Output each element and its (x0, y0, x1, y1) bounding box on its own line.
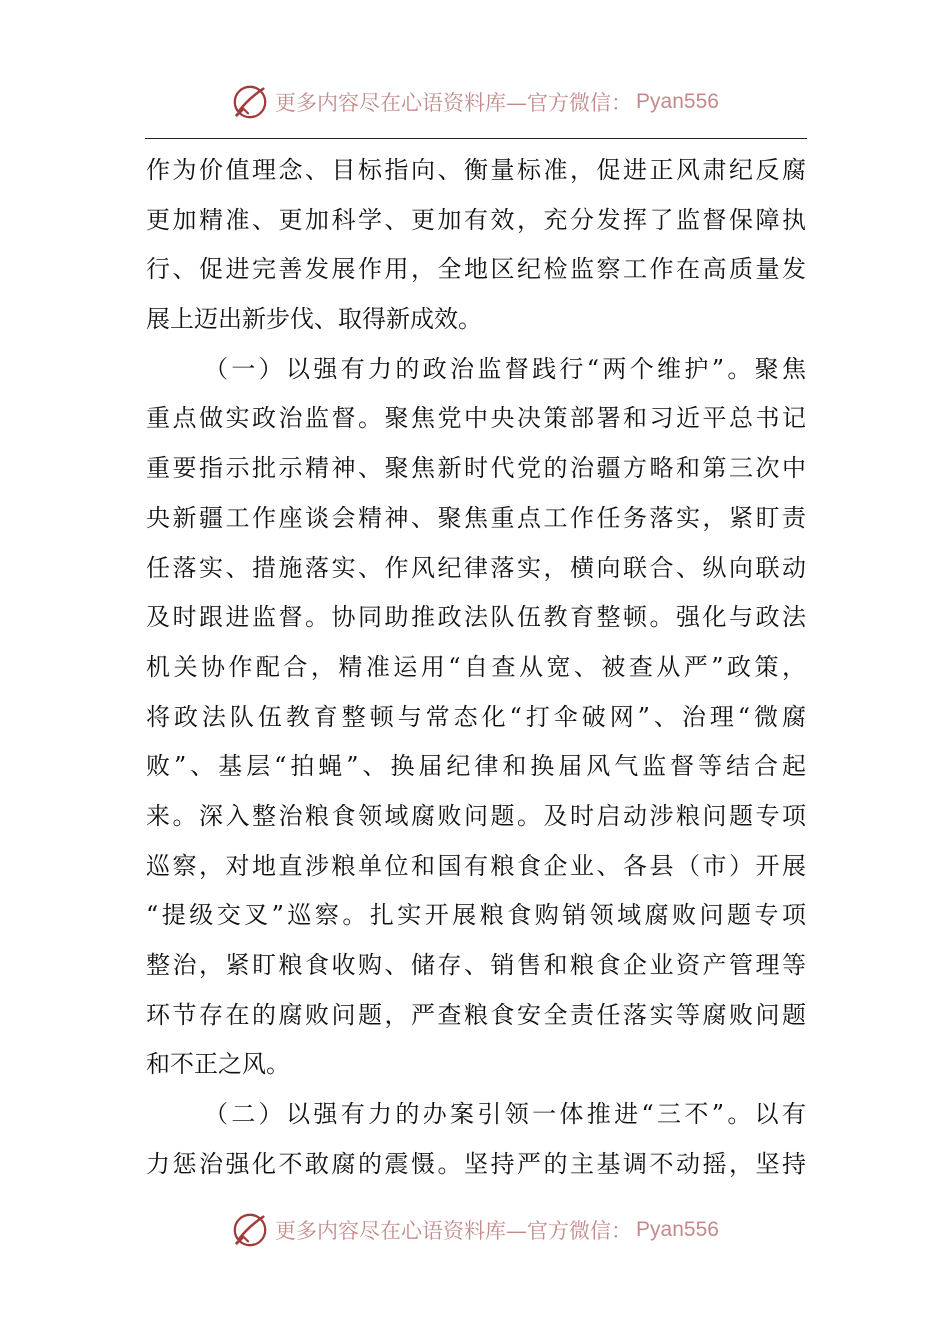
header-divider (145, 138, 807, 139)
body-line: 环节存在的腐败问题，严查粮食安全责任落实等腐败问题 (146, 1000, 806, 1029)
wechat-id: Pyan556 (636, 90, 719, 113)
body-line: 展上迈出新步伐、取得新成效。 (146, 305, 482, 334)
body-line: 和不正之风。 (146, 1050, 290, 1079)
wechat-id: Pyan556 (636, 1218, 719, 1241)
header-banner (0, 80, 950, 124)
body-line: 重点做实政治监督。聚焦党中央决策部署和习近平总书记 (146, 404, 806, 433)
body-line: 任落实、措施落实、作风纪律落实，横向联合、纵向联动 (146, 553, 806, 582)
body-line: 将政法队伍教育整顿与常态化“打伞破网”、治理“微腐 (146, 702, 806, 731)
body-line: “提级交叉”巡察。扎实开展粮食购销领域腐败问题专项 (146, 901, 806, 930)
body-line: 整治，紧盯粮食收购、储存、销售和粮食企业资产管理等 (146, 951, 806, 979)
document-body (146, 146, 806, 1189)
body-line: 巡察，对地直涉粮单位和国有粮食企业、各县（市）开展 (146, 851, 806, 880)
body-line: 败”、基层“拍蝇”、换届纪律和换届风气监督等结合起 (146, 752, 806, 781)
body-line: 更加精准、更加科学、更加有效，充分发挥了监督保障执 (146, 205, 806, 234)
banner-text: 更多内容尽在心语资料库—官方微信： (275, 91, 633, 115)
body-line: 力惩治强化不敢腐的震慑。坚持严的主基调不动摇，坚持 (146, 1149, 806, 1178)
body-line: 来。深入整治粮食领域腐败问题。及时启动涉粮问题专项 (146, 801, 806, 830)
banner-text: 更多内容尽在心语资料库—官方微信： (275, 1219, 633, 1243)
body-line: 机关协作配合，精准运用“自查从宽、被查从严”政策， (146, 652, 806, 681)
pen-logo-icon (231, 1211, 269, 1249)
body-line: 重要指示批示精神、聚焦新时代党的治疆方略和第三次中 (146, 454, 806, 483)
section-heading-line: （二）以强有力的办案引领一体推进“三不”。以有 (204, 1100, 806, 1129)
body-line: 作为价值理念、目标指向、衡量标准，促进正风肃纪反腐 (146, 156, 806, 184)
body-line: 及时跟进监督。协同助推政法队伍教育整顿。强化与政法 (146, 603, 806, 632)
body-line: 行、促进完善发展作用，全地区纪检监察工作在高质量发 (146, 255, 806, 284)
footer-banner (0, 1208, 950, 1252)
body-line: 央新疆工作座谈会精神、聚焦重点工作任务落实，紧盯责 (146, 503, 806, 532)
section-heading-line: （一）以强有力的政治监督践行“两个维护”。聚焦 (204, 354, 806, 383)
pen-logo-icon (231, 83, 269, 121)
